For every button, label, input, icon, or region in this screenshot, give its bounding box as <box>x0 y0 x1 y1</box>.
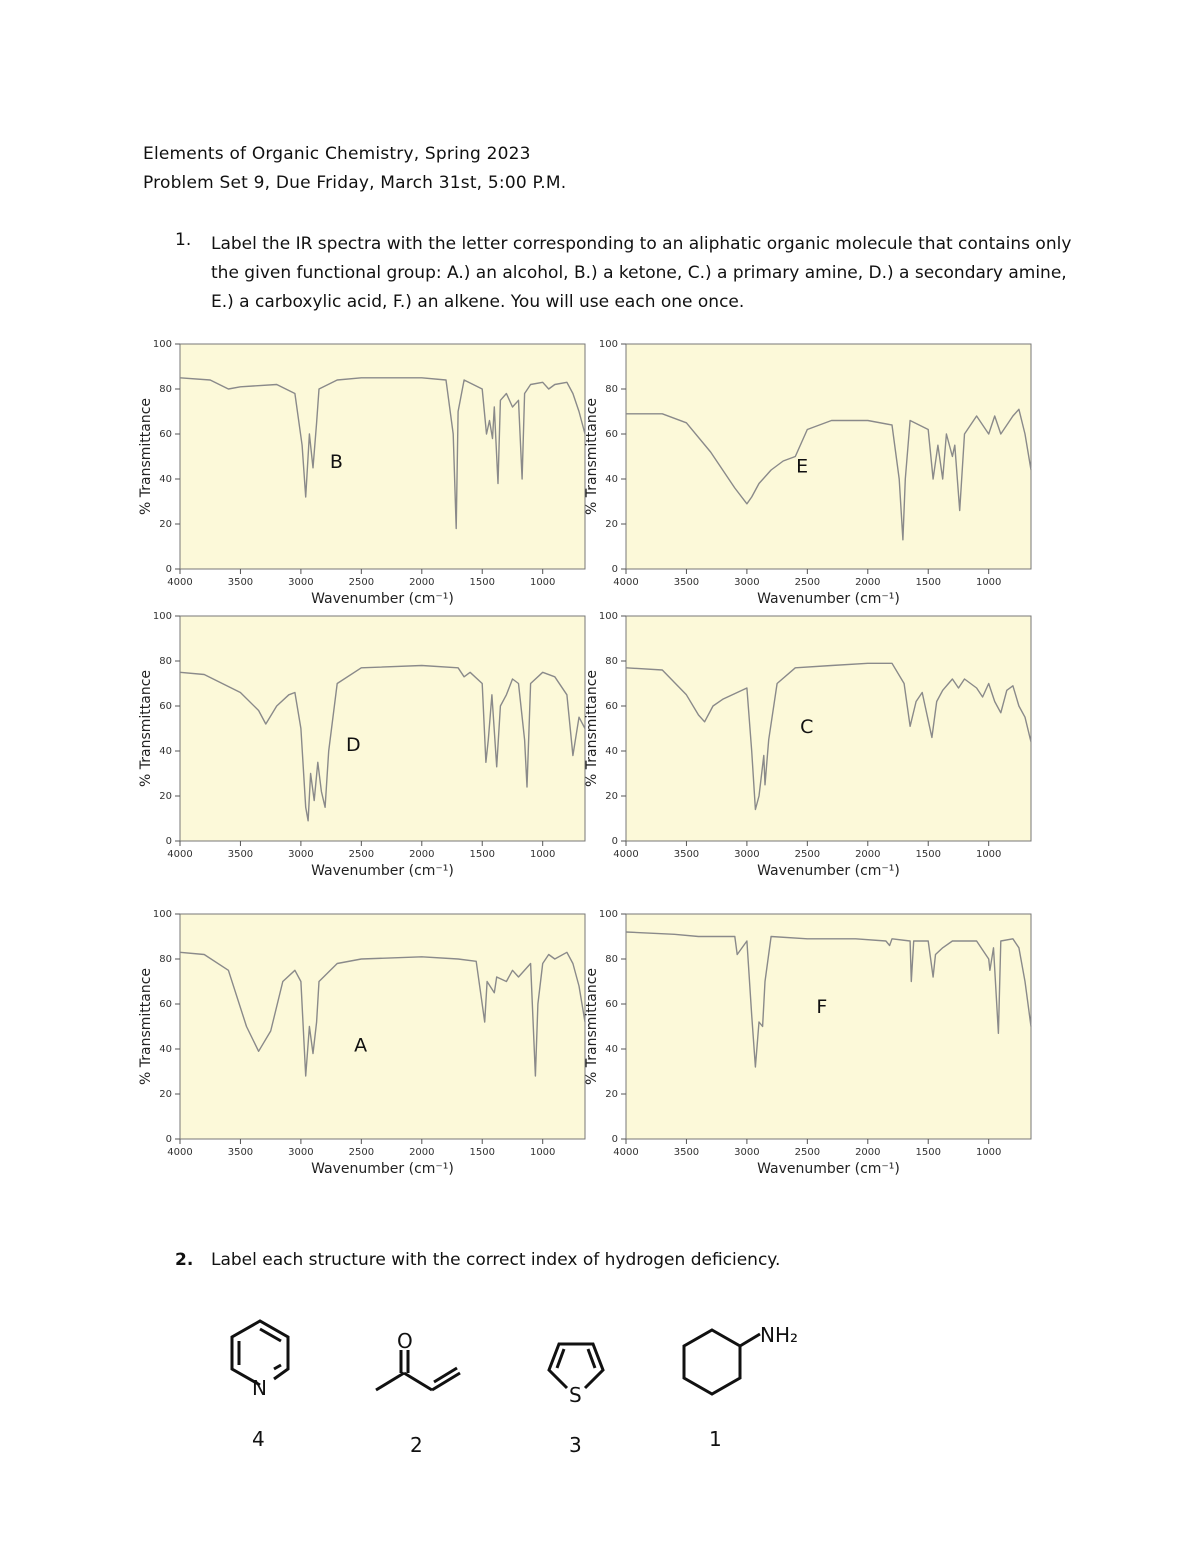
atom-nh2: NH₂ <box>760 1323 799 1347</box>
ihd-answer: 4 <box>252 1427 265 1451</box>
question-1 <box>175 230 1072 312</box>
y-tick-label: 60 <box>605 701 618 712</box>
x-tick-label: 4000 <box>167 577 193 588</box>
x-tick-label: 2500 <box>794 577 821 588</box>
y-tick-label: 60 <box>605 999 618 1010</box>
y-tick-label: 60 <box>159 701 172 712</box>
x-tick-label: 1000 <box>529 1147 556 1158</box>
y-tick-label: 100 <box>152 339 172 350</box>
y-tick-label: 20 <box>159 519 172 530</box>
y-tick-label: 80 <box>605 656 618 667</box>
ir-spectrum-panel <box>130 608 590 878</box>
ir-spectrum-panel <box>130 906 590 1176</box>
y-tick-label: 20 <box>605 519 618 530</box>
y-tick-label: 0 <box>611 564 618 575</box>
problem-set-title: Problem Set 9, Due Friday, March 31st, 5:00 P.M. <box>143 173 567 193</box>
cyclohexylamine-structure <box>676 1318 806 1403</box>
ihd-answer: 3 <box>569 1433 582 1457</box>
x-tick-label: 1000 <box>529 849 556 860</box>
y-tick-label: 0 <box>611 836 618 847</box>
y-tick-label: 20 <box>605 1089 618 1100</box>
x-tick-label: 2500 <box>348 849 375 860</box>
panel-label: B <box>329 450 343 473</box>
y-tick-label: 0 <box>611 1134 618 1145</box>
x-tick-label: 1500 <box>915 1147 941 1158</box>
plot-area <box>626 914 1031 1139</box>
ir-spectrum-svg <box>576 336 1036 606</box>
x-tick-label: 2000 <box>855 577 881 588</box>
y-tick-label: 0 <box>165 564 172 575</box>
ir-spectrum-svg <box>576 906 1036 1176</box>
x-axis-label: Wavenumber (cm⁻¹) <box>757 863 900 879</box>
x-tick-label: 1500 <box>915 849 941 860</box>
ihd-answer: 1 <box>709 1427 722 1451</box>
x-tick-label: 2000 <box>409 577 435 588</box>
x-axis-label: Wavenumber (cm⁻¹) <box>311 863 454 879</box>
y-tick-label: 100 <box>152 611 172 622</box>
x-tick-label: 4000 <box>613 577 639 588</box>
x-tick-label: 4000 <box>613 849 639 860</box>
y-tick-label: 20 <box>159 791 172 802</box>
course-title: Elements of Organic Chemistry, Spring 2023 <box>143 144 531 164</box>
thiophene-structure <box>543 1330 613 1410</box>
y-tick-label: 0 <box>165 1134 172 1145</box>
y-axis-label: % Transmittance <box>138 397 154 516</box>
x-tick-label: 3500 <box>673 849 700 860</box>
atom-s: S <box>569 1383 582 1407</box>
y-axis-label: % Transmittance <box>138 967 154 1086</box>
x-tick-label: 4000 <box>167 849 193 860</box>
question-text: Label each structure with the correct index of hydrogen deficiency. <box>211 1250 781 1270</box>
ir-spectrum-svg <box>130 336 590 606</box>
y-tick-label: 100 <box>598 611 618 622</box>
pyridine-structure <box>222 1315 302 1400</box>
x-tick-label: 1500 <box>469 849 495 860</box>
panel-label: C <box>800 716 814 738</box>
y-axis-label: % Transmittance <box>584 967 600 1086</box>
ir-spectrum-panel <box>576 336 1036 606</box>
plot-area <box>180 914 585 1139</box>
y-tick-label: 80 <box>159 954 172 965</box>
question-number: 2. <box>175 1250 194 1270</box>
question-2 <box>175 1250 781 1270</box>
y-tick-label: 80 <box>605 954 618 965</box>
plot-area <box>180 616 585 841</box>
x-tick-label: 2000 <box>409 1147 435 1158</box>
atom-o: O <box>397 1329 413 1353</box>
x-axis-label: Wavenumber (cm⁻¹) <box>311 1161 454 1177</box>
ir-spectrum-svg <box>130 906 590 1176</box>
x-tick-label: 2500 <box>348 1147 375 1158</box>
x-tick-label: 1000 <box>529 577 556 588</box>
x-tick-label: 2000 <box>409 849 435 860</box>
x-tick-label: 3500 <box>227 1147 254 1158</box>
x-tick-label: 1000 <box>975 1147 1002 1158</box>
x-tick-label: 2500 <box>794 849 821 860</box>
y-tick-label: 40 <box>159 746 172 757</box>
y-tick-label: 100 <box>598 909 618 920</box>
x-tick-label: 3500 <box>673 1147 700 1158</box>
x-tick-label: 3000 <box>734 1147 760 1158</box>
atom-n: N <box>252 1376 267 1400</box>
x-tick-label: 4000 <box>613 1147 639 1158</box>
plot-area <box>626 616 1031 841</box>
y-tick-label: 80 <box>159 384 172 395</box>
x-tick-label: 1000 <box>975 577 1002 588</box>
ihd-answer: 2 <box>410 1433 423 1457</box>
x-tick-label: 3500 <box>227 577 254 588</box>
x-tick-label: 1000 <box>975 849 1002 860</box>
y-axis-label: % Transmittance <box>584 397 600 516</box>
panel-label: F <box>816 996 828 1018</box>
x-tick-label: 1500 <box>469 1147 495 1158</box>
x-axis-label: Wavenumber (cm⁻¹) <box>757 591 900 607</box>
x-tick-label: 3000 <box>288 577 314 588</box>
panel-label: E <box>796 455 809 478</box>
y-tick-label: 100 <box>152 909 172 920</box>
ir-spectrum-panel <box>130 336 590 606</box>
y-tick-label: 60 <box>159 999 172 1010</box>
ir-spectrum-svg <box>130 608 590 878</box>
x-tick-label: 1500 <box>469 577 495 588</box>
x-tick-label: 3000 <box>288 1147 314 1158</box>
y-tick-label: 0 <box>165 836 172 847</box>
x-tick-label: 2500 <box>348 577 375 588</box>
y-tick-label: 40 <box>159 474 172 485</box>
y-tick-label: 40 <box>605 1044 618 1055</box>
x-tick-label: 1500 <box>915 577 941 588</box>
y-axis-label: % Transmittance <box>584 669 600 788</box>
x-tick-label: 2500 <box>794 1147 821 1158</box>
y-tick-label: 80 <box>605 384 618 395</box>
ir-spectrum-svg <box>576 608 1036 878</box>
x-tick-label: 2000 <box>855 849 881 860</box>
ir-spectrum-panel <box>576 906 1036 1176</box>
panel-label: A <box>354 1034 368 1057</box>
x-tick-label: 3000 <box>734 577 760 588</box>
question-text: Label the IR spectra with the letter corresponding to an aliphatic organic molecule that contains only the given functional group: A.) an alcohol, B.) a ketone, C.) a primary amine, D.) a secondary amine, E.) a carboxylic acid, F.) an alkene. You will use each one once. <box>211 234 1072 312</box>
y-tick-label: 40 <box>159 1044 172 1055</box>
y-tick-label: 20 <box>605 791 618 802</box>
plot-area <box>626 344 1031 569</box>
y-tick-label: 60 <box>159 429 172 440</box>
y-axis-label: % Transmittance <box>138 669 154 788</box>
x-tick-label: 3500 <box>227 849 254 860</box>
x-tick-label: 3000 <box>734 849 760 860</box>
question-number: 1. <box>175 230 192 250</box>
x-tick-label: 3500 <box>673 577 700 588</box>
y-tick-label: 100 <box>598 339 618 350</box>
x-tick-label: 2000 <box>855 1147 881 1158</box>
y-tick-label: 80 <box>159 656 172 667</box>
y-tick-label: 40 <box>605 746 618 757</box>
y-tick-label: 60 <box>605 429 618 440</box>
methyl-vinyl-ketone-structure <box>370 1328 470 1398</box>
x-axis-label: Wavenumber (cm⁻¹) <box>311 591 454 607</box>
y-tick-label: 40 <box>605 474 618 485</box>
ir-spectrum-panel <box>576 608 1036 878</box>
x-axis-label: Wavenumber (cm⁻¹) <box>757 1161 900 1177</box>
x-tick-label: 4000 <box>167 1147 193 1158</box>
panel-label: D <box>346 734 361 756</box>
x-tick-label: 3000 <box>288 849 314 860</box>
y-tick-label: 20 <box>159 1089 172 1100</box>
